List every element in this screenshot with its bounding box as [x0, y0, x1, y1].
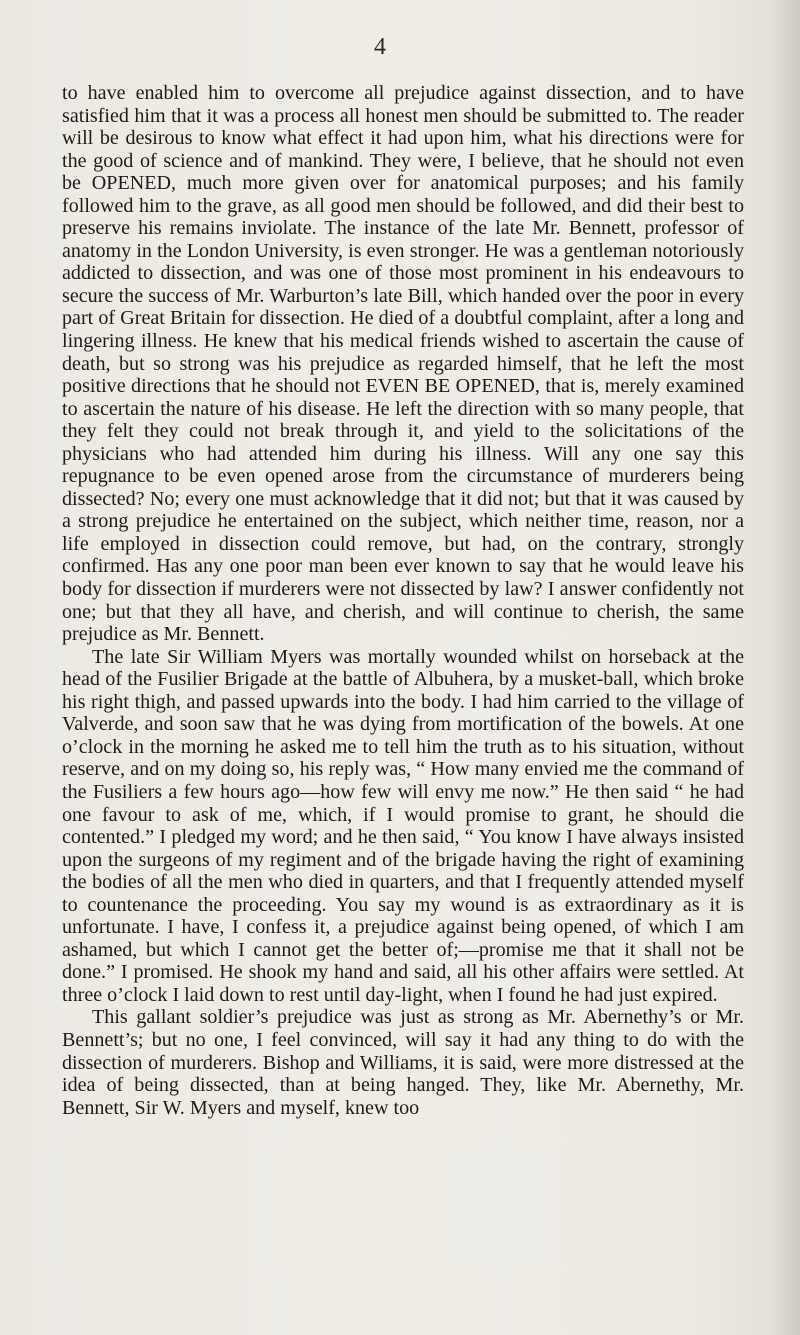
page-number: 4: [374, 34, 386, 60]
paragraph-1: to have enabled him to overcome all prejudice against dissection, and to have satisfied him that it was a process all honest men should be submitted to. The reader will be desirous to know what effect it had upon him, what his directions were for the good of science and of mankind. They were, I believe, that he should not even be OPENED, much more given over for anatomical purposes; and his family followed him to the grave, as all good men should be followed, and did their best to preserve his remains inviolate. The instance of the late Mr. Bennett, professor of anatomy in the London University, is even stronger. He was a gentleman notoriously addicted to dissection, and was one of those most prominent in his endeavours to secure the success of Mr. Warburton’s late Bill, which handed over the poor in every part of Great Britain for dissection. He died of a doubtful complaint, after a long and lingering illness. He knew that his medical friends wished to ascertain the cause of death, but so strong was his prejudice as regarded himself, that he left the most positive directions that he should not EVEN BE OPENED, that is, merely examined to ascertain the nature of his disease. He left the direction with so many people, that they felt they could not break through it, and yield to the solicitations of the physicians who had attended him during his illness. Will any one say this repugnance to be even opened arose from the circumstance of murderers being dissected? No; every one must acknowledge that it did not; but that it was caused by a strong prejudice he entertained on the subject, which neither time, reason, nor a life employed in dissection could remove, but had, on the contrary, strongly confirmed. Has any one poor man been ever known to say that he would leave his body for dissection if murderers were not dissected by law? I answer confidently not one; but that they all have, and cherish, and will continue to cherish, the same prejudice as Mr. Bennett.: [62, 82, 744, 646]
body-text: [62, 82, 744, 1119]
page-edge-shadow: [770, 0, 800, 1335]
paragraph-3: This gallant soldier’s prejudice was just as strong as Mr. Abernethy’s or Mr. Bennett’s; but no one, I feel convinced, will say it had any thing to do with the dissection of murderers. Bishop and Williams, it is said, were more distressed at the idea of being dissected, than at being hanged. They, like Mr. Abernethy, Mr. Bennett, Sir W. Myers and myself, knew too: [62, 1006, 744, 1119]
paragraph-2: The late Sir William Myers was mortally wounded whilst on horseback at the head of the Fusilier Brigade at the battle of Albuhera, by a musket-ball, which broke his right thigh, and passed upwards into the body. I had him carried to the village of Valverde, and soon saw that he was dying from mortification of the bowels. At one o’clock in the morning he asked me to tell him the truth as to his situation, without reserve, and on my doing so, his reply was, “ How many envied me the command of the Fusiliers a few hours ago—how few will envy me now.” He then said “ he had one favour to ask of me, which, if I would promise to grant, he should die contented.” I pledged my word; and he then said, “ You know I have always insisted upon the surgeons of my regiment and of the brigade having the right of examining the bodies of all the men who died in quarters, and that I frequently attended myself to countenance the proceeding. You say my wound is as extraordinary as it is unfortunate. I have, I confess it, a prejudice against being opened, of which I am ashamed, but which I cannot get the better of;—promise me that it shall not be done.” I promised. He shook my hand and said, all his other affairs were settled. At three o’clock I laid down to rest until day-light, when I found he had just expired.: [62, 645, 744, 1006]
